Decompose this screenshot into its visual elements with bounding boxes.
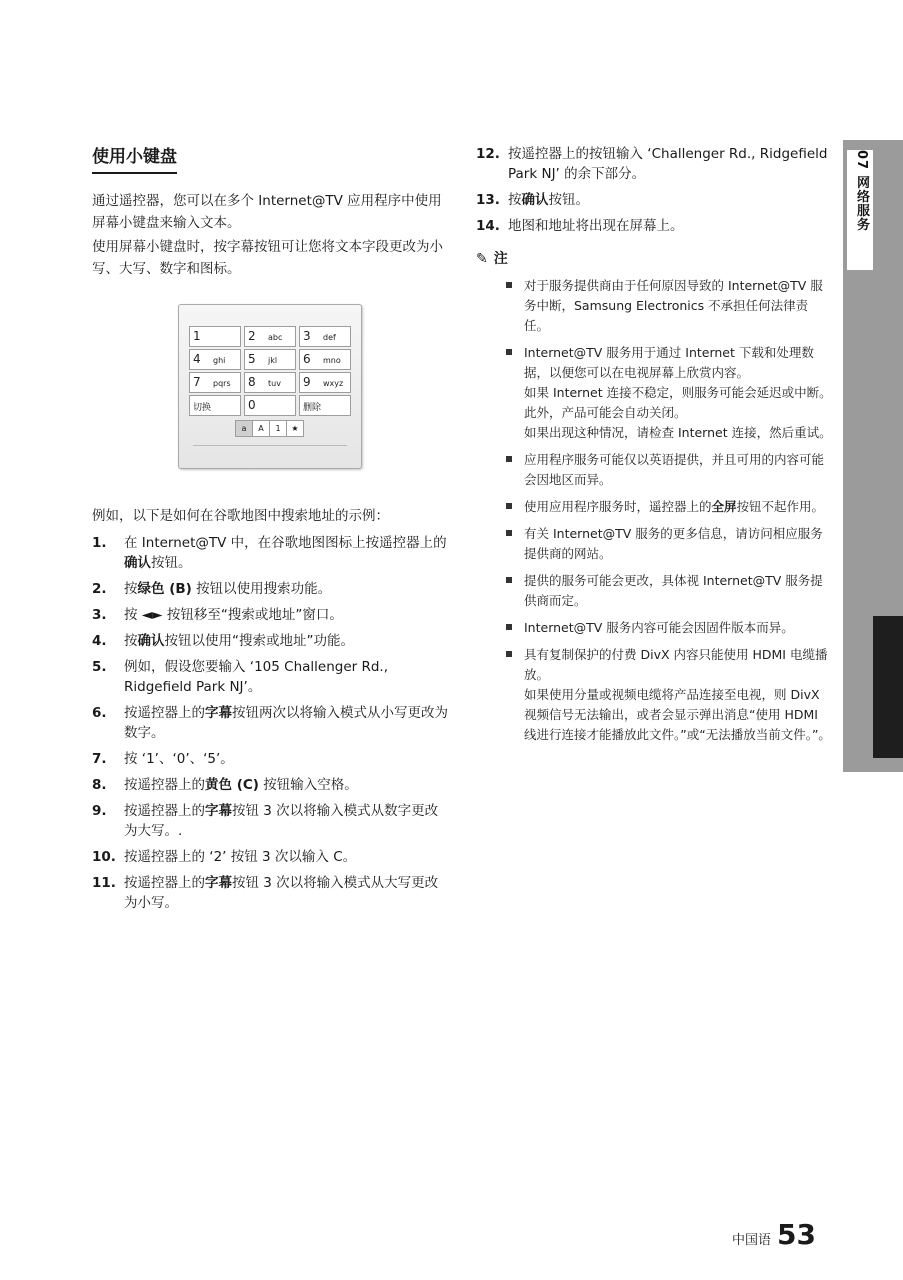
step-item: [92, 605, 448, 625]
step-number: 3.: [92, 607, 107, 623]
input-mode-1: A: [252, 420, 270, 437]
note-line: 如果 Internet 连接不稳定，则服务可能会延迟或中断。: [524, 385, 832, 400]
note-title: 注: [493, 251, 508, 267]
step-number: 13.: [476, 192, 500, 208]
note-heading: [476, 248, 832, 268]
keypad-key: [244, 372, 296, 393]
key-letters: wxyz: [323, 379, 344, 388]
key-letters: def: [323, 333, 336, 342]
keypad-key: [299, 349, 351, 370]
note-line: 如果出现这种情况，请检查 Internet 连接，然后重试。: [524, 425, 832, 440]
step-text: 按遥控器上的黄色 (C) 按钮输入空格。: [124, 777, 358, 793]
note-item: [506, 645, 832, 745]
key-letters: tuv: [268, 379, 281, 388]
key-letters: jkl: [268, 356, 278, 365]
page-footer: [732, 1218, 816, 1251]
keypad-key: [244, 349, 296, 370]
keypad-key: [189, 349, 241, 370]
footer-language: 中国语: [732, 1233, 772, 1248]
step-text: 地图和地址将出现在屏幕上。: [508, 218, 684, 234]
left-column: [92, 142, 448, 919]
keypad-grid: [189, 326, 351, 416]
input-mode-0: a: [235, 420, 253, 437]
step-text: 按确认按钮。: [508, 192, 589, 208]
note-item: [506, 497, 832, 517]
step-number: 2.: [92, 581, 107, 597]
note-item: [506, 618, 832, 638]
step-text: 按绿色 (B) 按钮以使用搜索功能。: [124, 581, 332, 597]
intro-paragraph-2: 使用屏幕小键盘时，按字幕按钮可让您将文本字段更改为小写、大写、数字和图标。: [92, 239, 443, 277]
step-text: 按遥控器上的字幕按钮两次以将输入模式从小写更改为数字。: [124, 705, 448, 741]
step-number: 10.: [92, 849, 116, 865]
key-digit: 4: [193, 352, 201, 366]
step-text: 在 Internet@TV 中，在谷歌地图图标上按遥控器上的确认按钮。: [124, 535, 447, 571]
note-item: [506, 276, 832, 336]
square-bullet-icon: [506, 624, 512, 630]
step-item: [92, 801, 448, 841]
square-bullet-icon: [506, 577, 512, 583]
step-text: 按确认按钮以使用“搜索或地址”功能。: [124, 633, 354, 649]
note-line: Internet@TV 服务内容可能会因固件版本而异。: [524, 620, 794, 635]
step-item: [92, 703, 448, 743]
chapter-title: 网络服务: [854, 175, 869, 232]
key-letters: ghi: [213, 356, 226, 365]
step-item: [92, 533, 448, 573]
square-bullet-icon: [506, 530, 512, 536]
step-text: 按 ‘1’、‘0’、‘5’。: [124, 751, 234, 767]
step-item: [92, 579, 448, 599]
square-bullet-icon: [506, 503, 512, 509]
note-item: [506, 450, 832, 490]
note-line: 应用程序服务可能仅以英语提供，并且可用的内容可能会因地区而异。: [524, 452, 825, 487]
section-title: 使用小键盘: [92, 142, 177, 174]
step-text: 例如，假设您要输入 ‘105 Challenger Rd., Ridgefield Park NJ’。: [124, 659, 389, 695]
step-item: [92, 749, 448, 769]
note-line: 具有复制保护的付费 DivX 内容只能使用 HDMI 电缆播放。: [524, 647, 828, 682]
key-digit: 7: [193, 375, 201, 389]
key-digit: 8: [248, 375, 256, 389]
chapter-side-tab: [843, 140, 903, 772]
step-number: 6.: [92, 705, 107, 721]
step-number: 5.: [92, 659, 107, 675]
intro-paragraph-1: 通过遥控器，您可以在多个 Internet@TV 应用程序中使用屏幕小键盘来输入文本。: [92, 193, 442, 231]
step-item: [92, 631, 448, 651]
square-bullet-icon: [506, 282, 512, 288]
step-number: 4.: [92, 633, 107, 649]
keypad-key: [299, 395, 351, 416]
note-line: 使用应用程序服务时，遥控器上的全屏按钮不起作用。: [524, 499, 825, 514]
key-letters: pqrs: [213, 379, 231, 388]
input-mode-selector: [235, 420, 303, 437]
step-item: [92, 873, 448, 913]
step-item: [476, 216, 832, 236]
key-digit: 5: [248, 352, 256, 366]
key-label: 切换: [193, 403, 212, 413]
key-digit: 3: [303, 329, 311, 343]
square-bullet-icon: [506, 456, 512, 462]
step-number: 9.: [92, 803, 107, 819]
key-letters: mno: [323, 356, 341, 365]
square-bullet-icon: [506, 651, 512, 657]
step-text: 按遥控器上的字幕按钮 3 次以将输入模式从大写更改为小写。: [124, 875, 439, 911]
step-number: 7.: [92, 751, 107, 767]
steps-list-continued: [476, 144, 832, 236]
note-line: 如果使用分量或视频电缆将产品连接至电视，则 DivX 视频信号无法输出，或者会显示弹出消息“使用 HDMI 线进行连接才能播放此文件。”或“无法播放当前文件。”。: [524, 687, 831, 742]
step-item: [92, 775, 448, 795]
note-item: [506, 524, 832, 564]
keypad-key: [244, 395, 296, 416]
step-text: 按遥控器上的字幕按钮 3 次以将输入模式从数字更改为大写。.: [124, 803, 439, 839]
keypad-key: [299, 372, 351, 393]
step-item: [476, 144, 832, 184]
key-letters: abc: [268, 333, 283, 342]
right-column: [476, 144, 832, 752]
step-item: [92, 657, 448, 697]
key-digit: 0: [248, 398, 256, 412]
step-number: 12.: [476, 146, 500, 162]
keypad-key: [244, 326, 296, 347]
step-item: [476, 190, 832, 210]
step-text: 按遥控器上的按钮输入 ‘Challenger Rd., Ridgefield Park NJ’ 的余下部分。: [508, 146, 828, 182]
note-line: 对于服务提供商由于任何原因导致的 Internet@TV 服务中断，Samsung Electronics 不承担任何法律责任。: [524, 278, 823, 333]
steps-list: [92, 533, 448, 913]
key-digit: 2: [248, 329, 256, 343]
note-item: [506, 571, 832, 611]
note-line: Internet@TV 服务用于通过 Internet 下载和处理数据，以便您可以在电视屏幕上欣赏内容。: [524, 345, 814, 380]
key-digit: 6: [303, 352, 311, 366]
note-line: 有关 Internet@TV 服务的更多信息，请访问相应服务提供商的网站。: [524, 526, 823, 561]
key-digit: 9: [303, 375, 311, 389]
chapter-number: 07: [854, 150, 869, 171]
keypad-illustration: [178, 304, 362, 469]
step-text: 按 ◄► 按钮移至“搜索或地址”窗口。: [124, 607, 343, 623]
page-number: 53: [777, 1218, 816, 1251]
chapter-indicator: [873, 616, 903, 758]
step-item: [92, 847, 448, 867]
chapter-label: [847, 150, 873, 270]
keypad-key: [189, 395, 241, 416]
note-line: 此外，产品可能会自动关闭。: [524, 405, 687, 420]
key-label: 删除: [303, 403, 322, 413]
pencil-icon: ✎: [476, 251, 488, 267]
example-intro: 例如，以下是如何在谷歌地图中搜索地址的示例：: [92, 508, 389, 524]
keypad-key: [189, 326, 241, 347]
step-number: 14.: [476, 218, 500, 234]
keypad-key: [189, 372, 241, 393]
note-item: [506, 343, 832, 443]
input-mode-2: 1: [269, 420, 287, 437]
key-digit: 1: [193, 329, 201, 343]
square-bullet-icon: [506, 349, 512, 355]
step-text: 按遥控器上的 ‘2’ 按钮 3 次以输入 C。: [124, 849, 357, 865]
keypad-divider: [193, 445, 347, 446]
notes-list: [476, 276, 832, 745]
note-line: 提供的服务可能会更改，具体视 Internet@TV 服务提供商而定。: [524, 573, 823, 608]
step-number: 8.: [92, 777, 107, 793]
input-mode-3: ★: [286, 420, 304, 437]
step-number: 11.: [92, 875, 116, 891]
keypad-key: [299, 326, 351, 347]
step-number: 1.: [92, 535, 107, 551]
